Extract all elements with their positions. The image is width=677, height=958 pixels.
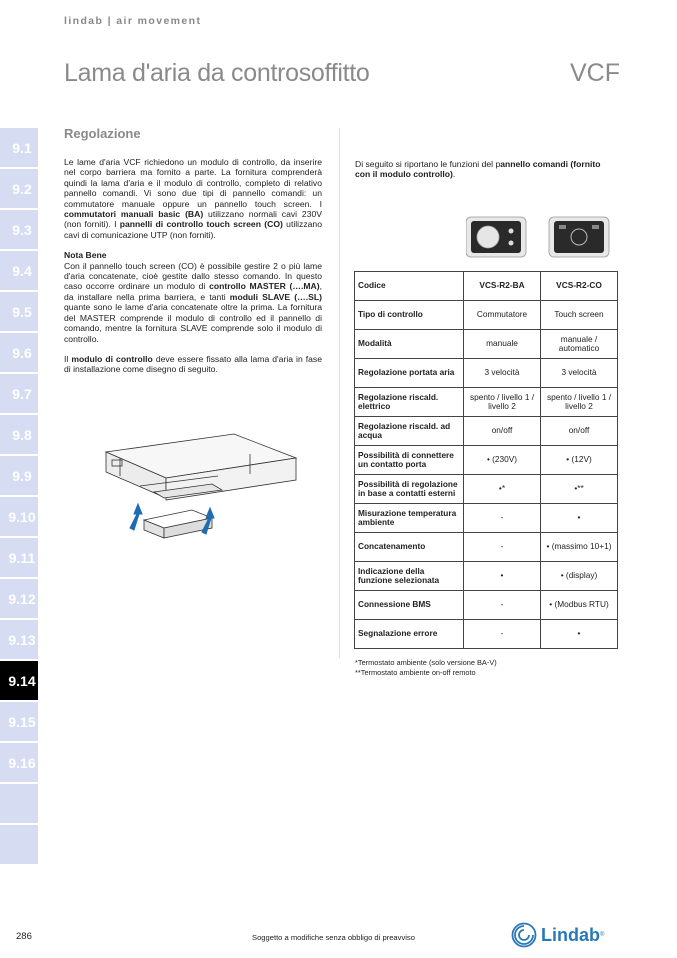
table-row: Regolazione riscald. ad acqua on/off on/off (355, 417, 618, 446)
table-header-row (355, 272, 618, 301)
chapter-tab[interactable]: 9.11 (0, 538, 38, 577)
header-cell: VCS-R2-CO (541, 272, 618, 301)
chapter-tab[interactable]: 9.6 (0, 333, 38, 372)
table-row: Modalità manuale manuale / automatico (355, 330, 618, 359)
chapter-tab[interactable]: 9.2 (0, 169, 38, 208)
header-cell: VCS-R2-BA (464, 272, 541, 301)
table-row: Possibilità di connettere un contatto porta • (230V) • (12V) (355, 446, 618, 475)
table-row: Connessione BMS - • (Modbus RTU) (355, 591, 618, 620)
table-row: Segnalazione errore - • (355, 620, 618, 649)
brand-header: lindab | air movement (64, 15, 202, 27)
footer-disclaimer: Soggetto a modifiche senza obbligo di preavviso (252, 933, 415, 942)
table-row: Regolazione portata aria 3 velocità 3 velocità (355, 359, 618, 388)
chapter-tab-active[interactable]: 9.14 (0, 661, 38, 700)
lindab-logo (511, 919, 604, 951)
note-title: Nota Bene (64, 250, 107, 261)
note-paragraph: Nota Bene Con il pannello touch screen (CO) è possibile gestire 2 o più lame d'aria concatenate, cioè gestite dallo stesso comando. In questo caso occorre ordinare un modulo di controllo MASTER (….MA), da installare nella prima barriera, e tanti moduli SLAVE (….SL) quante sono le lame d'aria concatenate oltre la prima. La fornitura del MASTER comprende il modulo di controllo ed il pannello di comando, mentre la fornitura SLAVE comprende solo il modulo di controllo. (64, 250, 322, 344)
page-number: 286 (16, 931, 32, 942)
chapter-tab[interactable]: 9.5 (0, 292, 38, 331)
table-row: Possibilità di regolazione in base a contatti esterni •* •** (355, 475, 618, 504)
table-notes (355, 658, 497, 677)
left-column-text (64, 157, 322, 385)
registered-mark: ® (600, 932, 605, 938)
installation-diagram (100, 428, 300, 548)
touch-screen-panel (549, 217, 609, 257)
right-intro: Di seguito si riportano le funzioni del pannello comandi (fornito con il modulo controllo). (355, 159, 601, 180)
chapter-tab[interactable]: 9.10 (0, 497, 38, 536)
chapter-tab[interactable]: 9.9 (0, 456, 38, 495)
note-2: **Termostato ambiente on-off remoto (355, 667, 476, 677)
section-heading: Regolazione (64, 126, 141, 141)
intro-paragraph: Le lame d'aria VCF richiedono un modulo di controllo, da inserire nel corpo barriera ma fornito a parte. La fornitura comprenderà quindi la lama d'aria e il modulo di controllo, completo di relativo pannello comandi. Vi sono due tipi di pannello comandi: un commutatore manuale oppure un pannello touch screen. I commutatori manuali basic (BA) utilizzano normali cavi 230V (non forniti). I pannelli di controllo touch screen (CO) utilizzano cavi di comunicazione UTP (non forniti). (64, 157, 322, 240)
header-cell: Codice (355, 272, 464, 301)
control-panels-image (466, 213, 611, 261)
column-divider (339, 128, 340, 658)
page-title: Lama d'aria da controsoffitto (64, 59, 370, 87)
chapter-tab[interactable]: 9.4 (0, 251, 38, 290)
chapter-tab[interactable]: 9.13 (0, 620, 38, 659)
module-paragraph: Il modulo di controllo deve essere fissato alla lama d'aria in fase di installazione come disegno di seguito. (64, 353, 322, 375)
note-1: *Termostato ambiente (solo versione BA-V) (355, 658, 497, 667)
chapter-tab[interactable]: 9.1 (0, 128, 38, 167)
table-row: Regolazione riscald. elettrico spento / livello 1 / livello 2 spento / livello 1 / livello 2 (355, 388, 618, 417)
lindab-logo-icon (511, 922, 537, 948)
table-row: Concatenamento - • (massimo 10+1) (355, 533, 618, 562)
table-row: Misurazione temperatura ambiente - • (355, 504, 618, 533)
spec-table (354, 271, 618, 649)
chapter-tab[interactable]: 9.3 (0, 210, 38, 249)
chapter-tab[interactable]: 9.12 (0, 579, 38, 618)
product-code: VCF (570, 59, 620, 87)
chapter-tab-empty (0, 784, 38, 823)
table-row: Indicazione della funzione selezionata • • (display) (355, 562, 618, 591)
logo-text: Lindab (541, 924, 600, 945)
chapter-tab[interactable]: 9.15 (0, 702, 38, 741)
basic-switch-panel (466, 217, 526, 257)
chapter-tab[interactable]: 9.8 (0, 415, 38, 454)
chapter-tab[interactable]: 9.7 (0, 374, 38, 413)
chapter-tab[interactable]: 9.16 (0, 743, 38, 782)
table-row: Tipo di controllo Commutatore Touch screen (355, 301, 618, 330)
chapter-tabs (0, 128, 38, 866)
chapter-tab-empty (0, 825, 38, 864)
